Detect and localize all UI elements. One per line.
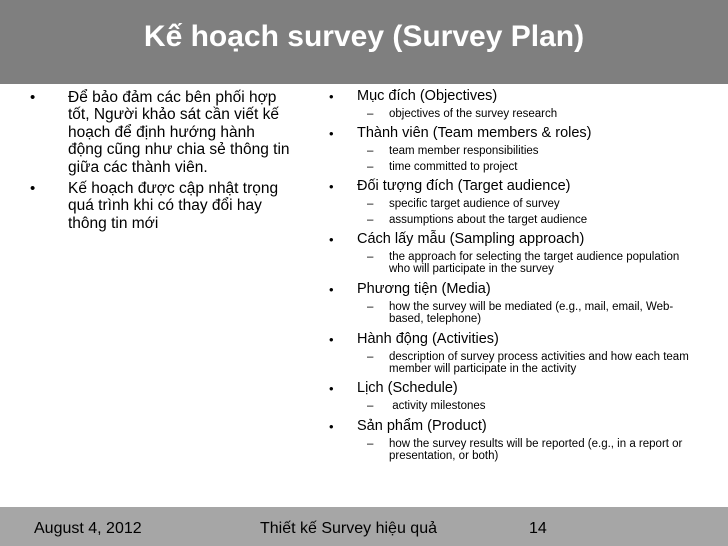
left-bullet-text: Kế hoạch được cập nhật trọng quá trình khi có thay đổi hay thông tin mới: [68, 180, 279, 232]
plan-subitem: [327, 145, 697, 157]
footer-title: Thiết kế Survey hiệu quả: [260, 520, 437, 537]
plan-subitem-text: how the survey results will be reported (e.g., in a report or presentation, or both): [389, 437, 683, 463]
dash-icon: –: [367, 145, 374, 158]
plan-subitem: [327, 251, 697, 276]
plan-item-label: Phương tiện (Media): [357, 280, 491, 297]
dash-icon: –: [367, 108, 374, 120]
plan-subitem: [327, 198, 697, 210]
footer-page-number: 14: [529, 520, 547, 537]
bullet-icon: •: [329, 381, 334, 397]
plan-subitem-text: time committed to project: [389, 160, 518, 173]
bullet-icon: •: [329, 418, 334, 434]
bullet-icon: •: [329, 331, 334, 347]
dash-icon: –: [367, 437, 374, 450]
bullet-icon: •: [329, 281, 334, 297]
plan-subitem-text: description of survey process activities and how each team member will participate in the activity: [389, 350, 689, 376]
dash-icon: –: [367, 400, 374, 413]
plan-item-label: Thành viên (Team members & roles): [357, 125, 592, 142]
plan-subitem-text: activity milestones: [389, 400, 486, 413]
plan-item-label: Hành động (Activities): [357, 330, 499, 347]
plan-subitem: [327, 161, 697, 173]
dash-icon: –: [367, 300, 374, 313]
dash-icon: –: [367, 160, 374, 173]
plan-subitem: [327, 214, 697, 226]
plan-subitem: [327, 438, 697, 463]
plan-subitem: [327, 400, 697, 412]
plan-item-label: Lịch (Schedule): [357, 380, 458, 397]
left-bullet-text: Để bảo đảm các bên phối hợp tốt, Người khảo sát cần viết kế hoạch để định hướng hành động cũng như chia sẻ thông tin giữa các thành viên.: [68, 89, 290, 176]
dash-icon: –: [367, 251, 374, 264]
plan-item-label: Cách lấy mẫu (Sampling approach): [357, 231, 585, 248]
plan-item-sampling: [327, 231, 697, 248]
plan-subitem-text: assumptions about the target audience: [389, 213, 588, 226]
plan-item-media: [327, 281, 697, 298]
plan-subitem-text: how the survey will be mediated (e.g., mail, email, Web-based, telephone): [389, 300, 674, 326]
plan-item-schedule: [327, 380, 697, 397]
right-column: [327, 88, 697, 463]
footer-date: August 4, 2012: [34, 520, 142, 537]
dash-icon: –: [367, 350, 374, 363]
bullet-icon: •: [329, 179, 334, 195]
plan-subitem-text: team member responsibilities: [389, 145, 539, 158]
plan-subitem: [327, 351, 697, 376]
slide-title: Kế hoạch survey (Survey Plan): [143, 20, 585, 53]
bullet-icon: •: [329, 89, 334, 104]
bullet-icon: •: [329, 232, 334, 248]
bullet-icon: •: [30, 180, 36, 198]
left-column: [30, 89, 292, 236]
plan-subitem: [327, 301, 697, 326]
dash-icon: –: [367, 198, 374, 211]
plan-item-target-audience: [327, 178, 697, 195]
plan-item-team-members: [327, 125, 697, 142]
bullet-icon: •: [30, 89, 36, 106]
left-bullet: [30, 89, 292, 176]
plan-item-label: Sản phẩm (Product): [357, 417, 487, 434]
bullet-icon: •: [329, 126, 334, 142]
plan-subitem-text: the approach for selecting the target audience population who will participate in the survey: [389, 251, 680, 276]
plan-item-objectives: [327, 88, 697, 105]
plan-subitem-text: objectives of the survey research: [389, 108, 558, 120]
plan-item-label: Mục đích (Objectives): [357, 88, 498, 104]
plan-item-activities: [327, 331, 697, 348]
plan-item-label: Đối tượng đích (Target audience): [357, 178, 571, 195]
plan-subitem-text: specific target audience of survey: [389, 198, 560, 211]
plan-item-product: [327, 418, 697, 435]
dash-icon: –: [367, 213, 374, 226]
plan-subitem: [327, 108, 697, 120]
left-bullet: [30, 180, 292, 232]
